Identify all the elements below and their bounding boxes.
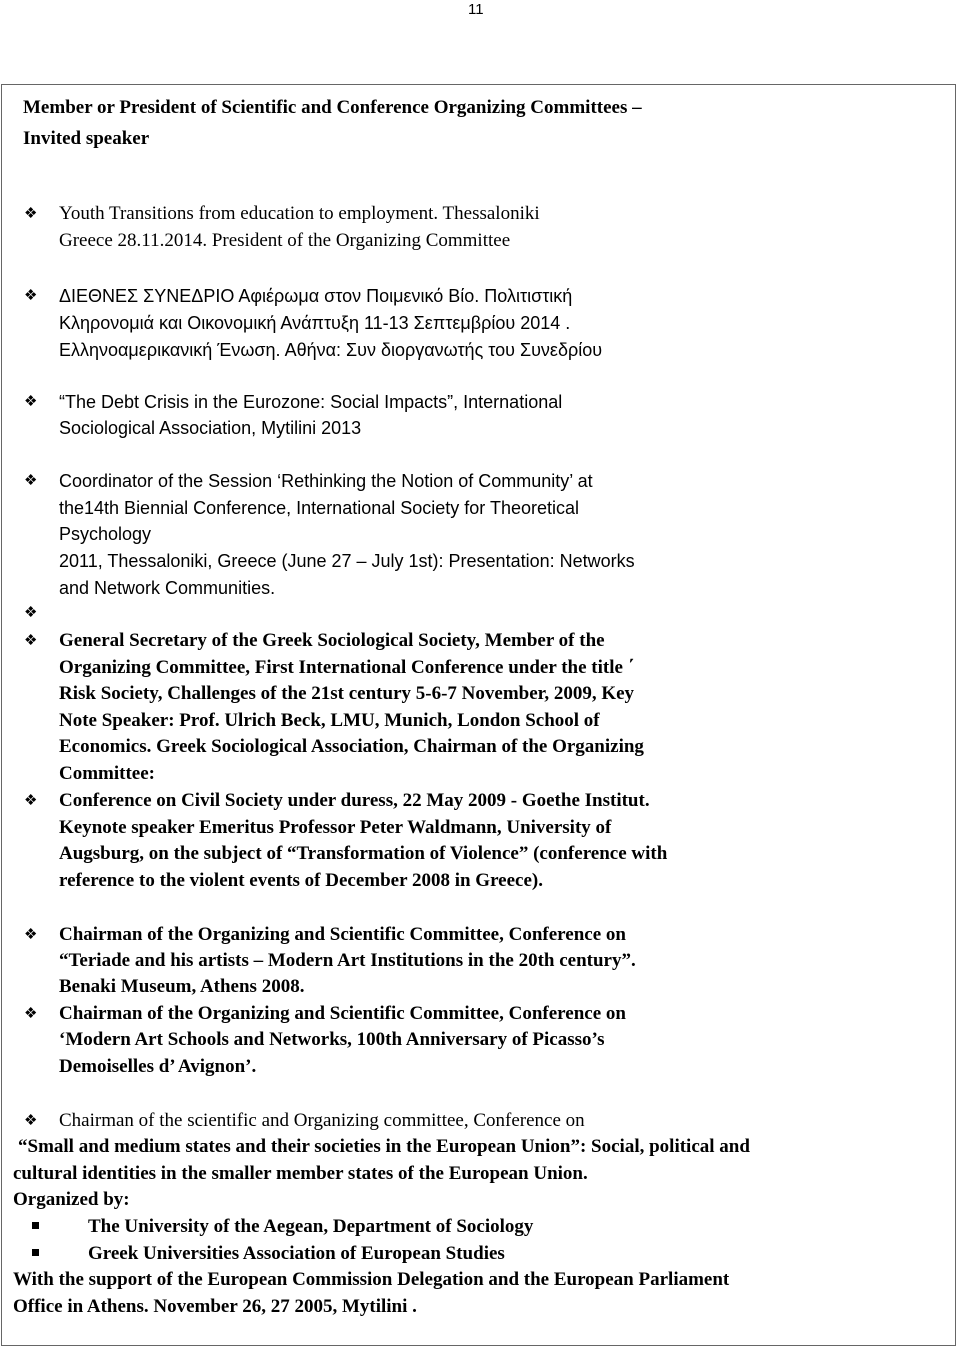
item-7-line-3: Benaki Museum, Athens 2008. (59, 976, 305, 997)
item-5-line-2: Organizing Committee, First International Conference under the title ΄ (59, 657, 635, 678)
four-diamond-icon: ❖ (24, 288, 38, 304)
organized-by-label: Organized by: (13, 1189, 130, 1210)
square-bullet-icon (32, 1222, 39, 1229)
four-diamond-icon: ❖ (24, 927, 38, 943)
item-5-line-4: Note Speaker: Prof. Ulrich Beck, LMU, Munich, London School of (59, 710, 600, 731)
item-5-line-3: Risk Society, Challenges of the 21st century 5-6-7 November, 2009, Key (59, 683, 635, 704)
section-heading-line1: Member or President of Scientific and Conference Organizing Committees – (23, 97, 642, 118)
item-2-line-3: Ελληνοαμερικανική Ένωση. Αθήνα: Συν διοργανωτής του Συνεδρίου (59, 340, 603, 360)
item-6-line-1: Conference on Civil Society under duress, 22 May 2009 - Goethe Institut. (59, 790, 650, 811)
item-3-line-1: “The Debt Crisis in the Eurozone: Social Impacts”, International (59, 392, 563, 412)
four-diamond-icon: ❖ (24, 793, 38, 809)
four-diamond-icon: ❖ (24, 394, 38, 410)
item-3-line-2: Sociological Association, Mytilini 2013 (59, 418, 362, 438)
item-8-line-2: ‘Modern Art Schools and Networks, 100th Anniversary of Picasso’s (59, 1029, 605, 1050)
item-4-line-5: and Network Communities. (59, 578, 276, 598)
item-1-line-2: Greece 28.11.2014. President of the Organizing Committee (59, 230, 511, 251)
item-5-line-6: Committee: (59, 763, 156, 784)
item-7-line-2: “Teriade and his artists – Modern Art Institutions in the 20th century”. (59, 950, 636, 971)
item-8-line-3: Demoiselles d’ Avignon’. (59, 1056, 257, 1077)
support-line-2: Office in Athens. November 26, 27 2005, Mytilini . (13, 1296, 417, 1317)
section-heading-line2: Invited speaker (23, 128, 150, 149)
organizer-1: The University of the Aegean, Department of Sociology (88, 1216, 534, 1237)
square-bullet-icon (32, 1249, 39, 1256)
four-diamond-icon: ❖ (24, 1113, 38, 1129)
item-2-line-1: ΔΙΕΘΝΕΣ ΣΥΝΕΔΡΙΟ Αφιέρωμα στον Ποιμενικό Βίο. Πολιτιστική (59, 286, 573, 306)
support-line-1: With the support of the European Commission Delegation and the European Parliament (13, 1269, 730, 1290)
item-4-line-1: Coordinator of the Session ‘Rethinking the Notion of Community’ at (59, 471, 593, 491)
item-6-line-2: Keynote speaker Emeritus Professor Peter Waldmann, University of (59, 817, 612, 838)
four-diamond-icon: ❖ (24, 1006, 38, 1022)
item-6-line-4: reference to the violent events of December 2008 in Greece). (59, 870, 543, 891)
item-1-line-1: Youth Transitions from education to employment. Thessaloniki (59, 203, 540, 224)
item-5-line-5: Economics. Greek Sociological Association, Chairman of the Organizing (59, 736, 644, 757)
item-2-line-2: Κληρονομιά και Οικονομική Ανάπτυξη 11-13 Σεπτεμβρίου 2014 . (59, 313, 571, 333)
item-6-line-3: Augsburg, on the subject of “Transformation of Violence” (conference with (59, 843, 668, 864)
item-4-line-3: Psychology (59, 524, 152, 544)
four-diamond-icon: ❖ (24, 633, 38, 649)
item-8-line-1: Chairman of the Organizing and Scientific Committee, Conference on (59, 1003, 626, 1024)
four-diamond-icon: ❖ (24, 605, 38, 621)
four-diamond-icon: ❖ (24, 206, 38, 222)
item-7-line-1: Chairman of the Organizing and Scientific Committee, Conference on (59, 924, 626, 945)
item-5-line-1: General Secretary of the Greek Sociological Society, Member of the (59, 630, 605, 651)
four-diamond-icon: ❖ (24, 473, 38, 489)
final-line-2: cultural identities in the smaller member states of the European Union. (13, 1163, 588, 1184)
item-4-line-2: the14th Biennial Conference, International Society for Theoretical (59, 498, 579, 518)
organizer-2: Greek Universities Association of European Studies (88, 1243, 505, 1264)
final-line-1: “Small and medium states and their societies in the European Union”: Social, political and (18, 1136, 750, 1157)
item-4-line-4: 2011, Thessaloniki, Greece (June 27 – July 1st): Presentation: Networks (59, 551, 635, 571)
page-number: 11 (468, 1, 484, 18)
item-9-line-1: Chairman of the scientific and Organizing committee, Conference on (59, 1110, 585, 1131)
